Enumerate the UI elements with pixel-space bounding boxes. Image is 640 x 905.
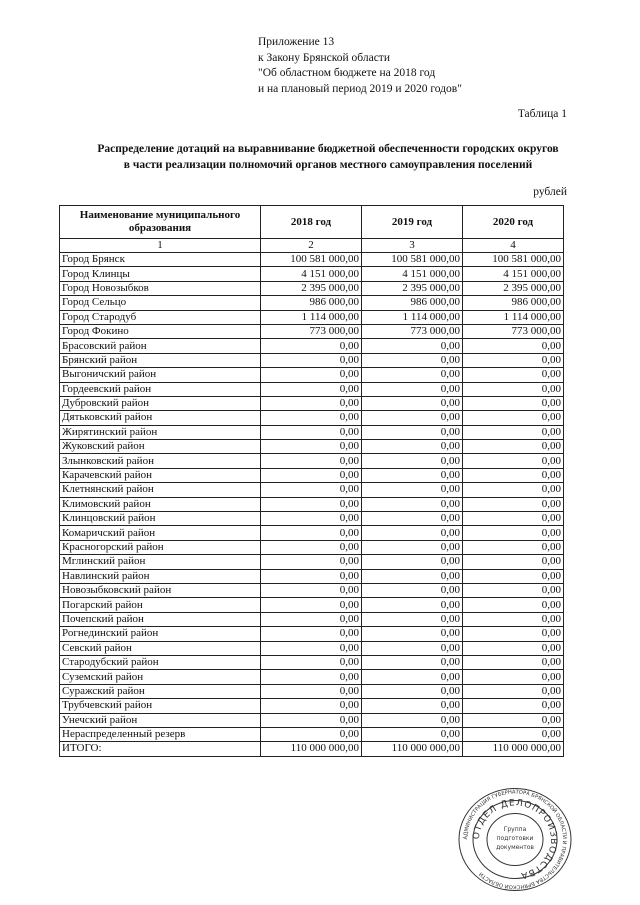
value-2018: 0,00 xyxy=(261,339,362,353)
value-2018: 1 114 000,00 xyxy=(261,310,362,324)
municipality-name: Клинцовский район xyxy=(60,512,261,526)
municipality-name: Мглинский район xyxy=(60,555,261,569)
value-2020: 0,00 xyxy=(463,583,564,597)
value-2018: 0,00 xyxy=(261,483,362,497)
stamp-ring-text: ОТДЕЛ ДЕЛОПРОИЗВОДСТВА xyxy=(471,798,559,881)
value-2020: 0,00 xyxy=(463,497,564,511)
value-2018: 0,00 xyxy=(261,684,362,698)
value-2019: 4 151 000,00 xyxy=(362,267,463,281)
municipality-name: Жуковский район xyxy=(60,440,261,454)
table-row xyxy=(60,382,564,396)
header-2019: 2019 год xyxy=(362,206,463,239)
value-2019: 100 581 000,00 xyxy=(362,253,463,267)
value-2018: 0,00 xyxy=(261,713,362,727)
municipality-name: Навлинский район xyxy=(60,569,261,583)
table-row xyxy=(60,425,564,439)
appendix-line: "Об областном бюджете на 2018 год xyxy=(258,67,436,79)
value-2020: 0,00 xyxy=(463,699,564,713)
subsidy-table xyxy=(59,205,564,757)
table-row xyxy=(60,713,564,727)
municipality-name: Злынковский район xyxy=(60,454,261,468)
value-2020: 0,00 xyxy=(463,353,564,367)
value-2019: 0,00 xyxy=(362,598,463,612)
value-2019: 0,00 xyxy=(362,440,463,454)
municipality-name: Дубровский район xyxy=(60,396,261,410)
municipality-name: Клетнянский район xyxy=(60,483,261,497)
value-2018: 0,00 xyxy=(261,396,362,410)
municipality-name: Новозыбковский район xyxy=(60,583,261,597)
value-2019: 1 114 000,00 xyxy=(362,310,463,324)
value-2019: 0,00 xyxy=(362,353,463,367)
title-line: в части реализации полномочий органов местного самоуправления поселений xyxy=(123,159,533,171)
value-2020: 100 581 000,00 xyxy=(463,253,564,267)
value-2020: 0,00 xyxy=(463,339,564,353)
value-2019: 0,00 xyxy=(362,727,463,741)
value-2019: 0,00 xyxy=(362,512,463,526)
value-2019: 0,00 xyxy=(362,540,463,554)
value-2019: 773 000,00 xyxy=(362,324,463,338)
municipality-name: Брасовский район xyxy=(60,339,261,353)
table-row xyxy=(60,569,564,583)
value-2020: 0,00 xyxy=(463,454,564,468)
table-row xyxy=(60,512,564,526)
municipality-name: Трубчевский район xyxy=(60,699,261,713)
value-2019: 0,00 xyxy=(362,641,463,655)
value-2019: 0,00 xyxy=(362,454,463,468)
municipality-name: Карачевский район xyxy=(60,468,261,482)
table-row xyxy=(60,411,564,425)
municipality-name: Унечский район xyxy=(60,713,261,727)
value-2019: 0,00 xyxy=(362,483,463,497)
table-row xyxy=(60,324,564,338)
value-2020: 0,00 xyxy=(463,670,564,684)
value-2018: 0,00 xyxy=(261,512,362,526)
column-number: 1 xyxy=(60,239,261,253)
municipality-name: Климовский район xyxy=(60,497,261,511)
value-2018: 0,00 xyxy=(261,526,362,540)
value-2020: 0,00 xyxy=(463,526,564,540)
value-2020: 0,00 xyxy=(463,641,564,655)
table-row xyxy=(60,468,564,482)
value-2018: 0,00 xyxy=(261,670,362,684)
value-2020: 0,00 xyxy=(463,727,564,741)
value-2020: 0,00 xyxy=(463,368,564,382)
value-2018: 986 000,00 xyxy=(261,296,362,310)
value-2018: 0,00 xyxy=(261,440,362,454)
appendix-line: Приложение 13 xyxy=(258,36,335,48)
table-row xyxy=(60,440,564,454)
value-2020: 0,00 xyxy=(463,612,564,626)
value-2018: 0,00 xyxy=(261,598,362,612)
value-2020: 0,00 xyxy=(463,655,564,669)
stamp-center-line: документов xyxy=(496,844,534,851)
table-header-row xyxy=(60,206,564,239)
table-row xyxy=(60,583,564,597)
table-row xyxy=(60,339,564,353)
value-2018: 100 581 000,00 xyxy=(261,253,362,267)
municipality-name: Город Стародуб xyxy=(60,310,261,324)
appendix-line: и на плановый период 2019 и 2020 годов" xyxy=(258,82,462,95)
value-2018: 0,00 xyxy=(261,699,362,713)
value-2019: 0,00 xyxy=(362,670,463,684)
municipality-name: Красногорский район xyxy=(60,540,261,554)
value-2018: 0,00 xyxy=(261,569,362,583)
value-2018: 4 151 000,00 xyxy=(261,267,362,281)
table-row xyxy=(60,497,564,511)
value-2020: 773 000,00 xyxy=(463,324,564,338)
value-2019: 0,00 xyxy=(362,627,463,641)
value-2018: 0,00 xyxy=(261,368,362,382)
stamp-center-line: подготовки xyxy=(496,835,534,842)
table-row xyxy=(60,670,564,684)
municipality-name: Город Фокино xyxy=(60,324,261,338)
table-row xyxy=(60,310,564,324)
value-2018: 0,00 xyxy=(261,555,362,569)
value-2020: 0,00 xyxy=(463,627,564,641)
municipality-name: Севский район xyxy=(60,641,261,655)
value-2018: 0,00 xyxy=(261,627,362,641)
value-2019: 0,00 xyxy=(362,497,463,511)
municipality-name: Выгоничский район xyxy=(60,368,261,382)
table-row xyxy=(60,353,564,367)
value-2018: 0,00 xyxy=(261,353,362,367)
value-2020: 0,00 xyxy=(463,396,564,410)
table-row xyxy=(60,699,564,713)
value-2018: 0,00 xyxy=(261,454,362,468)
municipality-name: Жирятинский район xyxy=(60,425,261,439)
total-2019: 110 000 000,00 xyxy=(362,742,463,756)
table-row xyxy=(60,483,564,497)
table-row xyxy=(60,253,564,267)
value-2018: 0,00 xyxy=(261,382,362,396)
table-row xyxy=(60,627,564,641)
value-2020: 2 395 000,00 xyxy=(463,281,564,295)
header-2018: 2018 год xyxy=(261,206,362,239)
value-2018: 0,00 xyxy=(261,411,362,425)
value-2019: 0,00 xyxy=(362,655,463,669)
value-2018: 773 000,00 xyxy=(261,324,362,338)
municipality-name: Город Новозыбков xyxy=(60,281,261,295)
total-row xyxy=(60,742,564,756)
value-2019: 0,00 xyxy=(362,526,463,540)
municipality-name: Нераспределенный резерв xyxy=(60,727,261,741)
municipality-name: Город Сельцо xyxy=(60,296,261,310)
value-2018: 0,00 xyxy=(261,727,362,741)
table-row xyxy=(60,555,564,569)
table-row xyxy=(60,281,564,295)
municipality-name: Рогнединский район xyxy=(60,627,261,641)
value-2018: 0,00 xyxy=(261,497,362,511)
value-2018: 0,00 xyxy=(261,583,362,597)
header-2020: 2020 год xyxy=(463,206,564,239)
value-2018: 0,00 xyxy=(261,540,362,554)
value-2020: 4 151 000,00 xyxy=(463,267,564,281)
table-row xyxy=(60,655,564,669)
value-2020: 0,00 xyxy=(463,598,564,612)
value-2019: 0,00 xyxy=(362,569,463,583)
table-row xyxy=(60,727,564,741)
value-2019: 0,00 xyxy=(362,583,463,597)
table-row xyxy=(60,296,564,310)
table-row xyxy=(60,368,564,382)
municipality-name: Суземский район xyxy=(60,670,261,684)
municipality-name: Гордеевский район xyxy=(60,382,261,396)
value-2020: 0,00 xyxy=(463,483,564,497)
value-2019: 2 395 000,00 xyxy=(362,281,463,295)
official-stamp xyxy=(456,787,574,892)
municipality-name: Почепский район xyxy=(60,612,261,626)
municipality-name: Погарский район xyxy=(60,598,261,612)
value-2019: 0,00 xyxy=(362,713,463,727)
value-2020: 0,00 xyxy=(463,468,564,482)
table-label: Таблица 1 xyxy=(517,108,567,120)
appendix-note xyxy=(258,35,462,97)
stamp-center-line: Группа xyxy=(503,826,527,833)
value-2018: 0,00 xyxy=(261,468,362,482)
municipality-name: Брянский район xyxy=(60,353,261,367)
value-2020: 0,00 xyxy=(463,569,564,583)
table-row xyxy=(60,526,564,540)
table-row xyxy=(60,396,564,410)
column-number-row xyxy=(60,239,564,253)
header-municipality: Наименование муниципального образования xyxy=(60,206,261,239)
table-body xyxy=(60,253,564,742)
value-2019: 0,00 xyxy=(362,612,463,626)
table-row xyxy=(60,612,564,626)
value-2020: 0,00 xyxy=(463,713,564,727)
value-2020: 0,00 xyxy=(463,411,564,425)
table-row xyxy=(60,598,564,612)
value-2019: 0,00 xyxy=(362,425,463,439)
value-2018: 0,00 xyxy=(261,612,362,626)
value-2019: 0,00 xyxy=(362,368,463,382)
value-2019: 0,00 xyxy=(362,468,463,482)
value-2020: 0,00 xyxy=(463,425,564,439)
municipality-name: Город Брянск xyxy=(60,253,261,267)
value-2020: 0,00 xyxy=(463,555,564,569)
table-row xyxy=(60,641,564,655)
document-title xyxy=(58,141,598,173)
column-number: 2 xyxy=(261,239,362,253)
table-row xyxy=(60,684,564,698)
value-2018: 0,00 xyxy=(261,641,362,655)
value-2019: 0,00 xyxy=(362,339,463,353)
total-2020: 110 000 000,00 xyxy=(463,742,564,756)
value-2019: 0,00 xyxy=(362,396,463,410)
value-2019: 0,00 xyxy=(362,411,463,425)
value-2020: 986 000,00 xyxy=(463,296,564,310)
table-row xyxy=(60,454,564,468)
municipality-name: Дятьковский район xyxy=(60,411,261,425)
municipality-name: Комаричский район xyxy=(60,526,261,540)
total-label: ИТОГО: xyxy=(60,742,261,756)
value-2019: 986 000,00 xyxy=(362,296,463,310)
value-2020: 1 114 000,00 xyxy=(463,310,564,324)
column-number: 4 xyxy=(463,239,564,253)
municipality-name: Стародубский район xyxy=(60,655,261,669)
value-2020: 0,00 xyxy=(463,540,564,554)
value-2020: 0,00 xyxy=(463,512,564,526)
value-2020: 0,00 xyxy=(463,440,564,454)
municipality-name: Город Клинцы xyxy=(60,267,261,281)
value-2020: 0,00 xyxy=(463,684,564,698)
table-row xyxy=(60,540,564,554)
value-2018: 0,00 xyxy=(261,425,362,439)
column-number: 3 xyxy=(362,239,463,253)
unit-label: рублей xyxy=(533,186,567,198)
value-2018: 0,00 xyxy=(261,655,362,669)
municipality-name: Суражский район xyxy=(60,684,261,698)
value-2019: 0,00 xyxy=(362,699,463,713)
total-2018: 110 000 000,00 xyxy=(261,742,362,756)
table-row xyxy=(60,267,564,281)
value-2019: 0,00 xyxy=(362,684,463,698)
value-2020: 0,00 xyxy=(463,382,564,396)
value-2019: 0,00 xyxy=(362,555,463,569)
value-2019: 0,00 xyxy=(362,382,463,396)
appendix-line: к Закону Брянской области xyxy=(258,51,390,64)
value-2018: 2 395 000,00 xyxy=(261,281,362,295)
title-line: Распределение дотаций на выравнивание бюджетной обеспеченности городских округов xyxy=(97,143,559,155)
stamp-outer-text: АДМИНИСТРАЦИЯ ГУБЕРНАТОРА БРЯНСКОЙ ОБЛАСТИ И ПРАВИТЕЛЬСТВА БРЯНСКОЙ ОБЛАСТИ xyxy=(462,789,568,890)
